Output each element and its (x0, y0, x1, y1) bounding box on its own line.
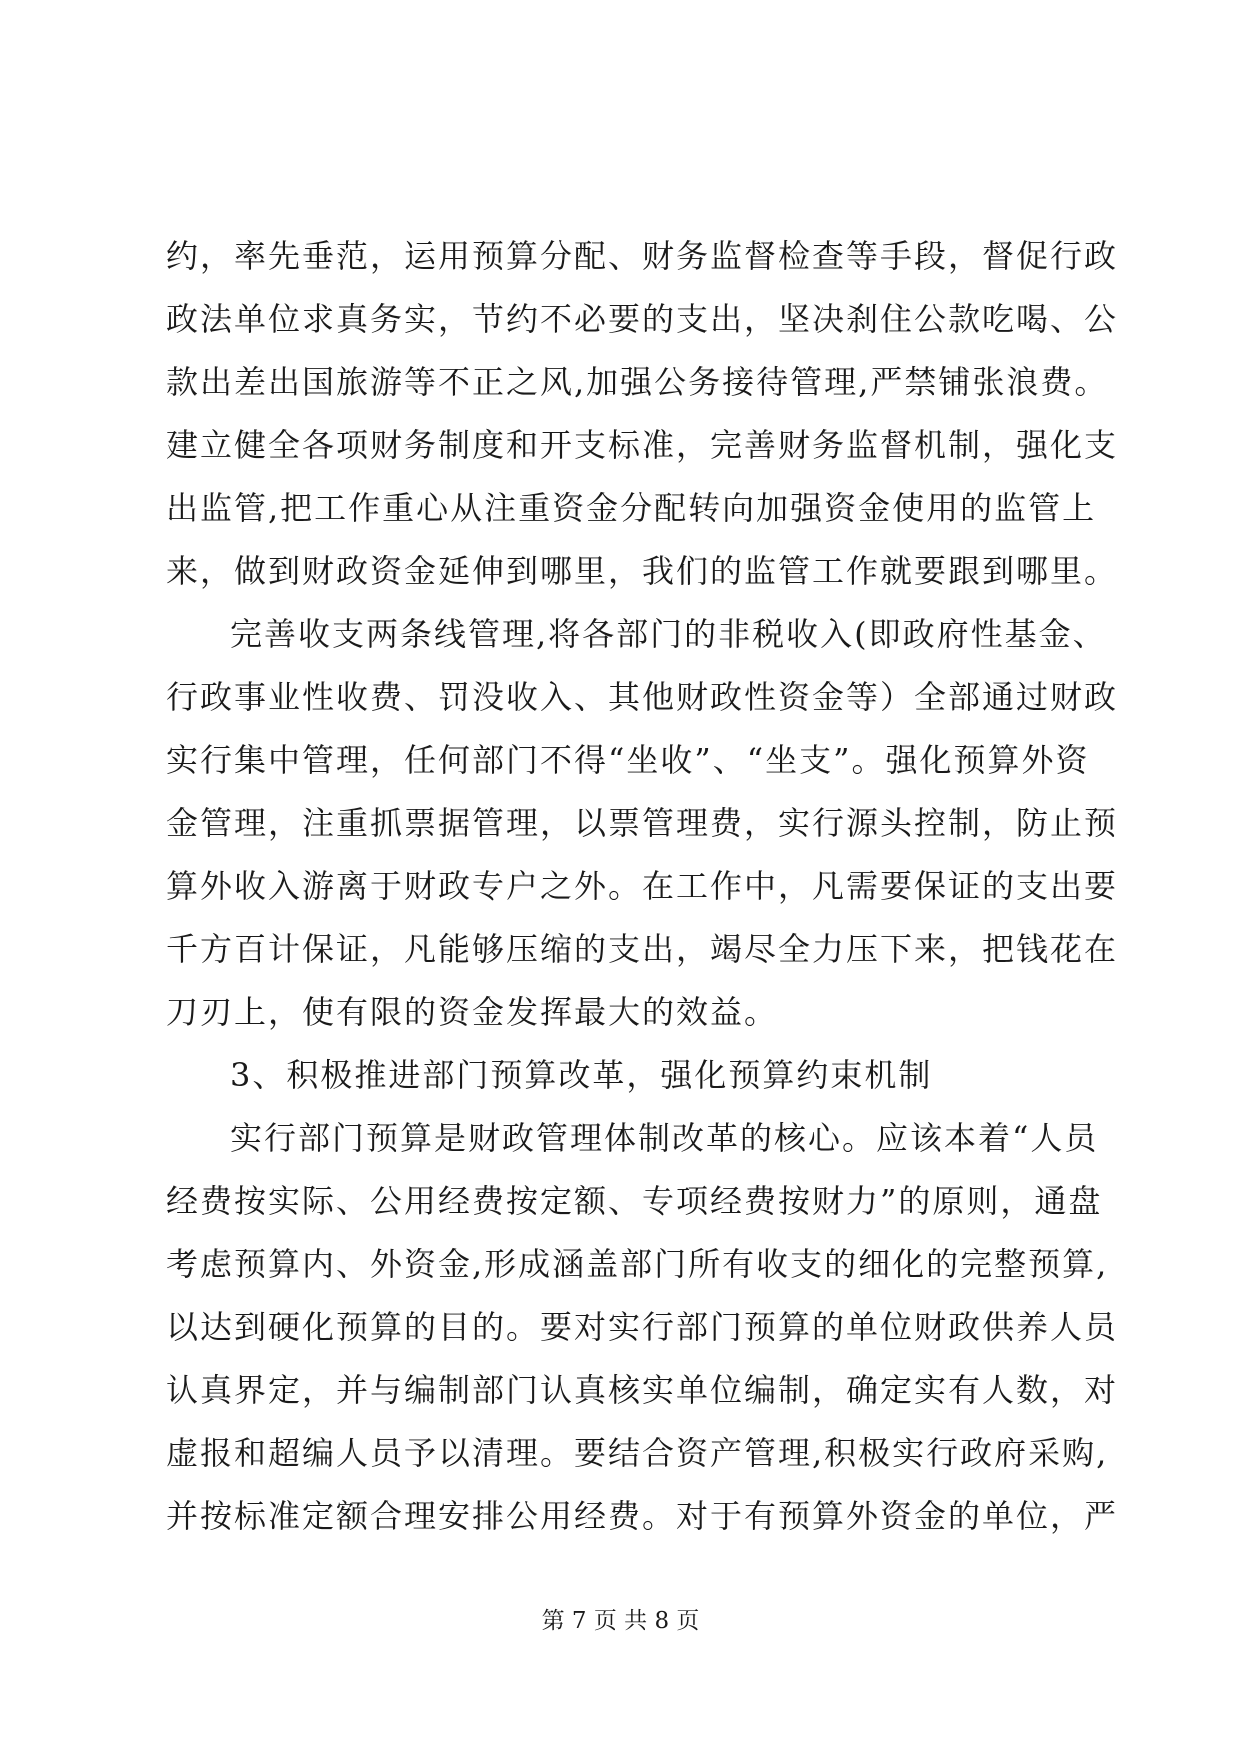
text-line: 并按标准定额合理安排公用经费。对于有预算外资金的单位，严 (166, 1497, 1119, 1535)
text-line: 3、积极推进部门预算改革，强化预算约束机制 (230, 1056, 933, 1094)
text-line: 以达到硬化预算的目的。要对实行部门预算的单位财政供养人员 (166, 1308, 1119, 1346)
text-line: 算外收入游离于财政专户之外。在工作中，凡需要保证的支出要 (166, 867, 1119, 905)
text-line: 约，率先垂范，运用预算分配、财务监督检查等手段，督促行政 (166, 237, 1119, 275)
text-line: 实行集中管理，任何部门不得“坐收”、“坐支”。强化预算外资 (166, 741, 1090, 779)
text-line: 千方百计保证，凡能够压缩的支出，竭尽全力压下来，把钱花在 (166, 930, 1119, 968)
text-line: 来，做到财政资金延伸到哪里，我们的监管工作就要跟到哪里。 (166, 552, 1119, 590)
text-line: 刀刃上，使有限的资金发挥最大的效益。 (166, 993, 779, 1031)
text-line: 行政事业性收费、罚没收入、其他财政性资金等）全部通过财政 (166, 678, 1119, 716)
paragraph (166, 225, 1119, 603)
text-line: 完善收支两条线管理,将各部门的非税收入(即政府性基金、 (230, 615, 1107, 653)
section-heading (166, 1044, 1076, 1107)
text-line: 考虑预算内、外资金,形成涵盖部门所有收支的细化的完整预算, (166, 1245, 1109, 1283)
text-line: 出监管,把工作重心从注重资金分配转向加强资金使用的监管上 (166, 489, 1097, 527)
text-line: 虚报和超编人员予以清理。要结合资产管理,积极实行政府采购, (166, 1434, 1109, 1472)
document-body (166, 225, 1119, 1548)
text-line: 款出差出国旅游等不正之风,加强公务接待管理,严禁铺张浪费。 (166, 363, 1109, 401)
paragraph (166, 603, 1119, 1044)
paragraph (166, 1107, 1119, 1548)
text-line: 政法单位求真务实，节约不必要的支出，坚决刹住公款吃喝、公 (166, 300, 1119, 338)
text-line: 经费按实际、公用经费按定额、专项经费按财力”的原则，通盘 (166, 1182, 1103, 1220)
text-line: 实行部门预算是财政管理体制改革的核心。应该本着“人员 (230, 1119, 1099, 1157)
page-footer: 第 7 页 共 8 页 (541, 1608, 700, 1634)
text-line: 认真界定，并与编制部门认真核实单位编制，确定实有人数，对 (166, 1371, 1119, 1409)
text-line: 金管理，注重抓票据管理，以票管理费，实行源头控制，防止预 (166, 804, 1119, 842)
text-line: 建立健全各项财务制度和开支标准，完善财务监督机制，强化支 (166, 426, 1119, 464)
